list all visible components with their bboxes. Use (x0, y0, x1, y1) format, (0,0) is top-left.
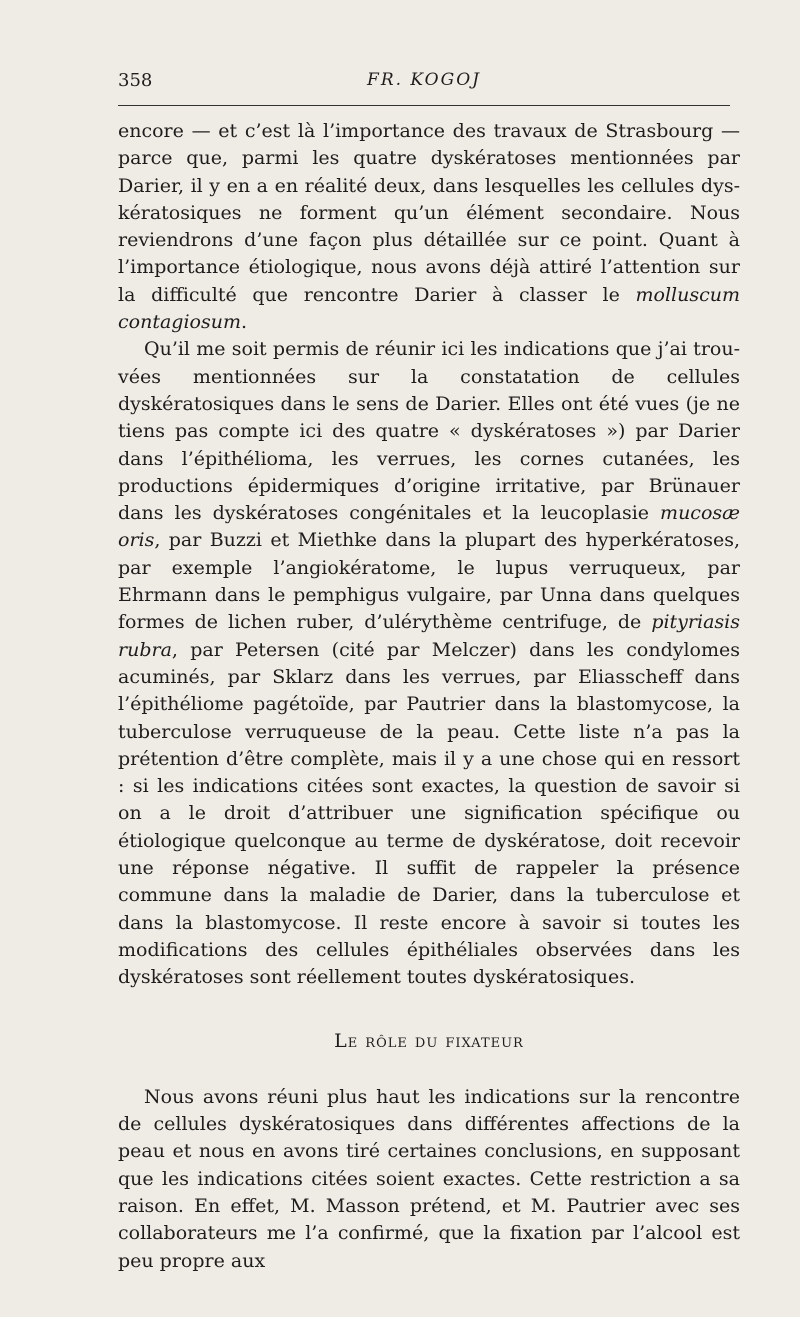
paragraph-3: Nous avons réuni plus haut les indications sur la rencontre de cellules dyskératosiques dans différentes affections de la peau et nous en avons tiré certaines conclusions, en supposant que les indications citées soient exactes. Cette restriction a sa raison. En effet, M. Masson prétend, et M. Pautrier avec ses collaborateurs me l’a confirmé, que la fixation par l’alcool est peu propre aux (118, 1085, 740, 1272)
paragraph-2-text-1: Qu’il me soit permis de réunir ici les indications que j’ai trouvées mentionnées sur la constatation de cellules dyskératosiques dans le sens de Darier. Elles ont été vues (je ne tiens pas compte ici des quatre « dyskératoses ») par Darier dans l’épithélioma, les verrues, les cornes cutanées, les productions épidermiques d’origine irritative, par Brünauer dans les dyskératoses congénitales et la leucoplasie (118, 338, 740, 525)
paragraph-2-italic-pityriasis: pityriasis rubra (118, 611, 740, 661)
header-rule (118, 105, 730, 106)
section-title: Le rôle du fixateur (334, 1029, 524, 1052)
body-text (118, 118, 740, 1275)
paragraph-2-text-3: , par Petersen (cité par Melczer) dans les condylomes acuminés, par Sklarz dans les verrues, par Eliasscheff dans l’épithéliome pagétoïde, par Pautrier dans la blastomycose, la tuberculose verruqueuse de la peau. Cette liste n’a pas la prétention d’être complète, mais il y a une chose qui en ressort : si les indications citées sont exactes, la question de savoir si on a le droit d’attribuer une signification spécifique ou étiologique quelconque au terme de dyskératose, doit recevoir une réponse négative. Il suffit de rappeler la présence commune dans la maladie de Darier, dans la tuberculose et dans la blastomycose. Il reste encore à savoir si toutes les modifications des cellules épithéliales observées dans les dyskératoses sont réellement toutes dyskératosiques. (118, 638, 740, 989)
running-title: FR. KOGOJ (367, 70, 481, 90)
page-header (118, 70, 730, 102)
paragraph-2-text-2: , par Buzzi et Miethke dans la plupart des hyperkératoses, par exemple l’angiokératome, le lupus verruqueux, par Ehrmann dans le pemphigus vulgaire, par Unna dans quelques formes de lichen ruber, d’ulérythème centrifuge, de (118, 529, 740, 634)
paragraph-2-italic-mucosae: mucosæ oris (118, 502, 740, 552)
page-number: 358 (118, 70, 153, 91)
paragraph-1-text-2: . (240, 311, 248, 334)
paragraph-1-italic-molluscum: molluscum contagiosum (118, 283, 740, 334)
paragraph-1 (118, 118, 740, 336)
paragraph-2 (118, 336, 740, 991)
paragraph-1-text-1: encore — et c’est là l’importance des travaux de Strasbourg — parce que, parmi les quatre dyskératoses mentionnées par Darier, il y en a en réalité deux, dans lesquelles les cellules dyskératosiques ne forment qu’un élément secondaire. Nous reviendrons d’une façon plus détaillée sur ce point. Quant à l’importance étiologique, nous avons déjà attiré l’attention sur la difficulté que rencontre Darier à classer le (118, 120, 740, 306)
